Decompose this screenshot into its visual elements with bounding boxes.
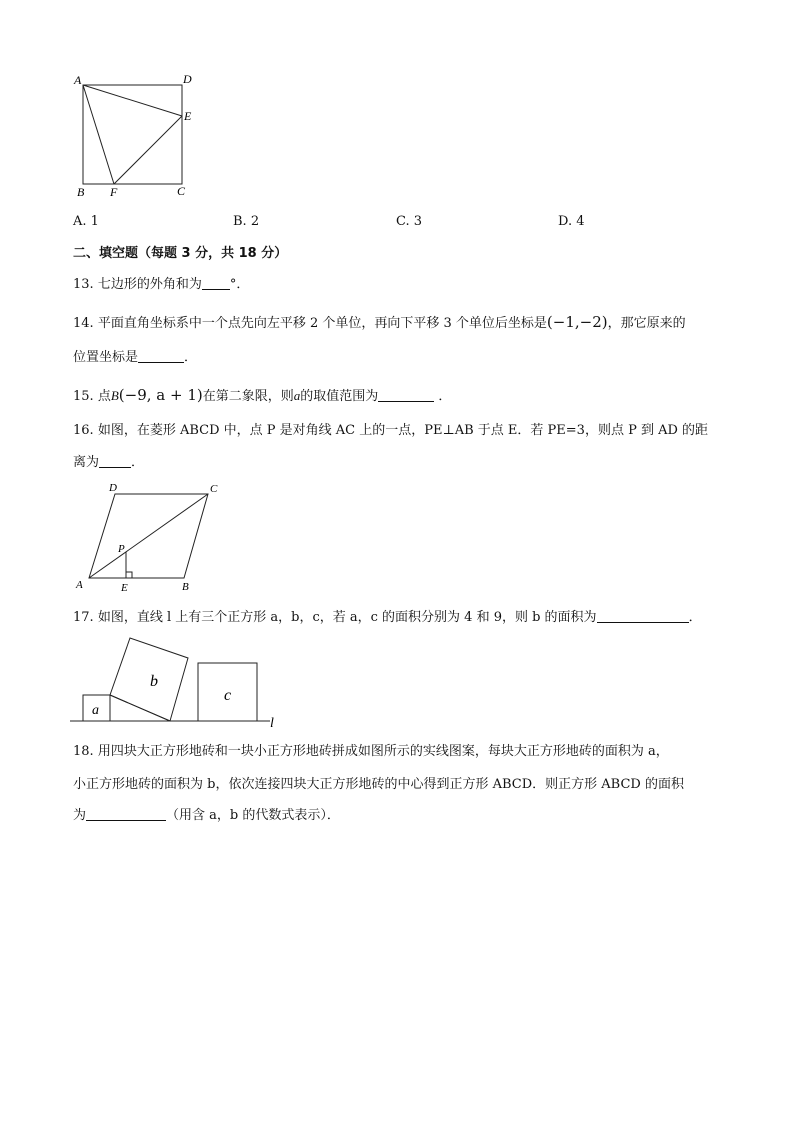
question-16-line2 — [73, 455, 144, 471]
q15-number: 15. — [73, 389, 94, 404]
q18-line3-pre: 为 — [73, 808, 87, 823]
question-15 — [73, 386, 451, 405]
label-A: A — [74, 73, 82, 87]
q17-answer-blank — [597, 610, 689, 623]
label-b: b — [150, 673, 158, 690]
q16-line1: 如图，在菱形 ABCD 中，点 P 是对角线 AC 上的一点，PE⊥AB 于点 E．若 PE=3，则点 P 到 AD 的距 — [97, 423, 709, 438]
q17-tail: ． — [688, 610, 702, 625]
q14-line2: 位置坐标是 — [73, 350, 139, 365]
segment-AF — [83, 85, 114, 184]
segment-AE — [83, 85, 182, 116]
q15-coord: (−9, a + 1) — [118, 386, 203, 404]
question-18-line3 — [73, 808, 340, 824]
square-b — [110, 638, 188, 721]
option-d: D. 4 — [558, 214, 585, 229]
q18-number: 18. — [73, 744, 94, 759]
q13-tail: °． — [229, 277, 250, 292]
label-P: P — [118, 543, 125, 555]
q14-coord: (−1,−2) — [546, 313, 608, 331]
option-b: B. 2 — [233, 214, 260, 229]
q18-line3-post: （用含 a，b 的代数式表示）． — [166, 808, 340, 823]
q16-line2: 离为 — [73, 455, 100, 470]
q15-pre: 点 — [97, 389, 111, 404]
question-13 — [73, 277, 249, 293]
q15-post: 的取值范围为 — [300, 389, 379, 404]
question-16-line1 — [73, 423, 708, 439]
diagonal-AC — [89, 494, 208, 578]
label-A: A — [76, 579, 83, 591]
label-c: c — [224, 687, 232, 704]
q13-text: 七边形的外角和为 — [97, 277, 202, 292]
q17-number: 17. — [73, 610, 94, 625]
rhombus-figure — [70, 478, 230, 598]
option-a: A. 1 — [73, 214, 99, 229]
q14-text2: ，那它原来的 — [607, 316, 686, 331]
label-C: C — [177, 184, 186, 198]
q14-tail: ． — [184, 350, 198, 365]
q15-mid: 在第二象限，则 — [202, 389, 294, 404]
label-B: B — [77, 185, 85, 199]
square-figure — [70, 70, 200, 200]
label-l: l — [270, 716, 274, 731]
q18-line2: 小正方形地砖的面积为 b，依次连接四块大正方形地砖的中心得到正方形 ABCD．则正方形 ABCD 的面积 — [73, 777, 684, 792]
q18-answer-blank — [86, 808, 166, 821]
label-E: E — [184, 109, 192, 123]
label-C: C — [210, 483, 218, 495]
q13-answer-blank — [202, 277, 230, 290]
q16-tail: ． — [131, 455, 145, 470]
q16-number: 16. — [73, 423, 94, 438]
question-18-line1 — [73, 744, 669, 760]
question-17 — [73, 610, 702, 626]
segment-EF — [114, 116, 182, 184]
label-F: F — [110, 185, 118, 199]
q14-number: 14. — [73, 316, 94, 331]
q15-point: B — [110, 388, 119, 403]
q14-answer-blank — [138, 350, 184, 363]
label-D: D — [183, 72, 192, 86]
label-a: a — [92, 703, 99, 718]
section-heading: 二、填空题（每题 3 分，共 18 分） — [73, 246, 288, 261]
question-18-line2 — [73, 777, 684, 793]
label-B: B — [182, 581, 189, 593]
option-c: C. 3 — [396, 214, 423, 229]
q16-answer-blank — [99, 455, 131, 468]
q14-text1: 平面直角坐标系中一个点先向左平移 2 个单位，再向下平移 3 个单位后坐标是 — [97, 316, 547, 331]
right-angle-mark — [126, 572, 132, 578]
q17-text: 如图，直线 l 上有三个正方形 a，b，c，若 a，c 的面积分别为 4 和 9，则 b 的面积为 — [97, 610, 597, 625]
segment-b-base — [110, 695, 170, 721]
label-D: D — [109, 482, 117, 494]
question-14-line2 — [73, 350, 197, 366]
q15-tail: ． — [438, 389, 452, 404]
squares-figure — [70, 632, 285, 732]
label-E: E — [121, 582, 128, 594]
q15-var: a — [293, 388, 301, 403]
square-outline — [83, 85, 182, 184]
q15-answer-blank — [378, 389, 434, 402]
q13-number: 13. — [73, 277, 94, 292]
q18-line1: 用四块大正方形地砖和一块小正方形地砖拼成如图所示的实线图案，每块大正方形地砖的面积为 a， — [97, 744, 669, 759]
question-14-line1 — [73, 313, 686, 332]
